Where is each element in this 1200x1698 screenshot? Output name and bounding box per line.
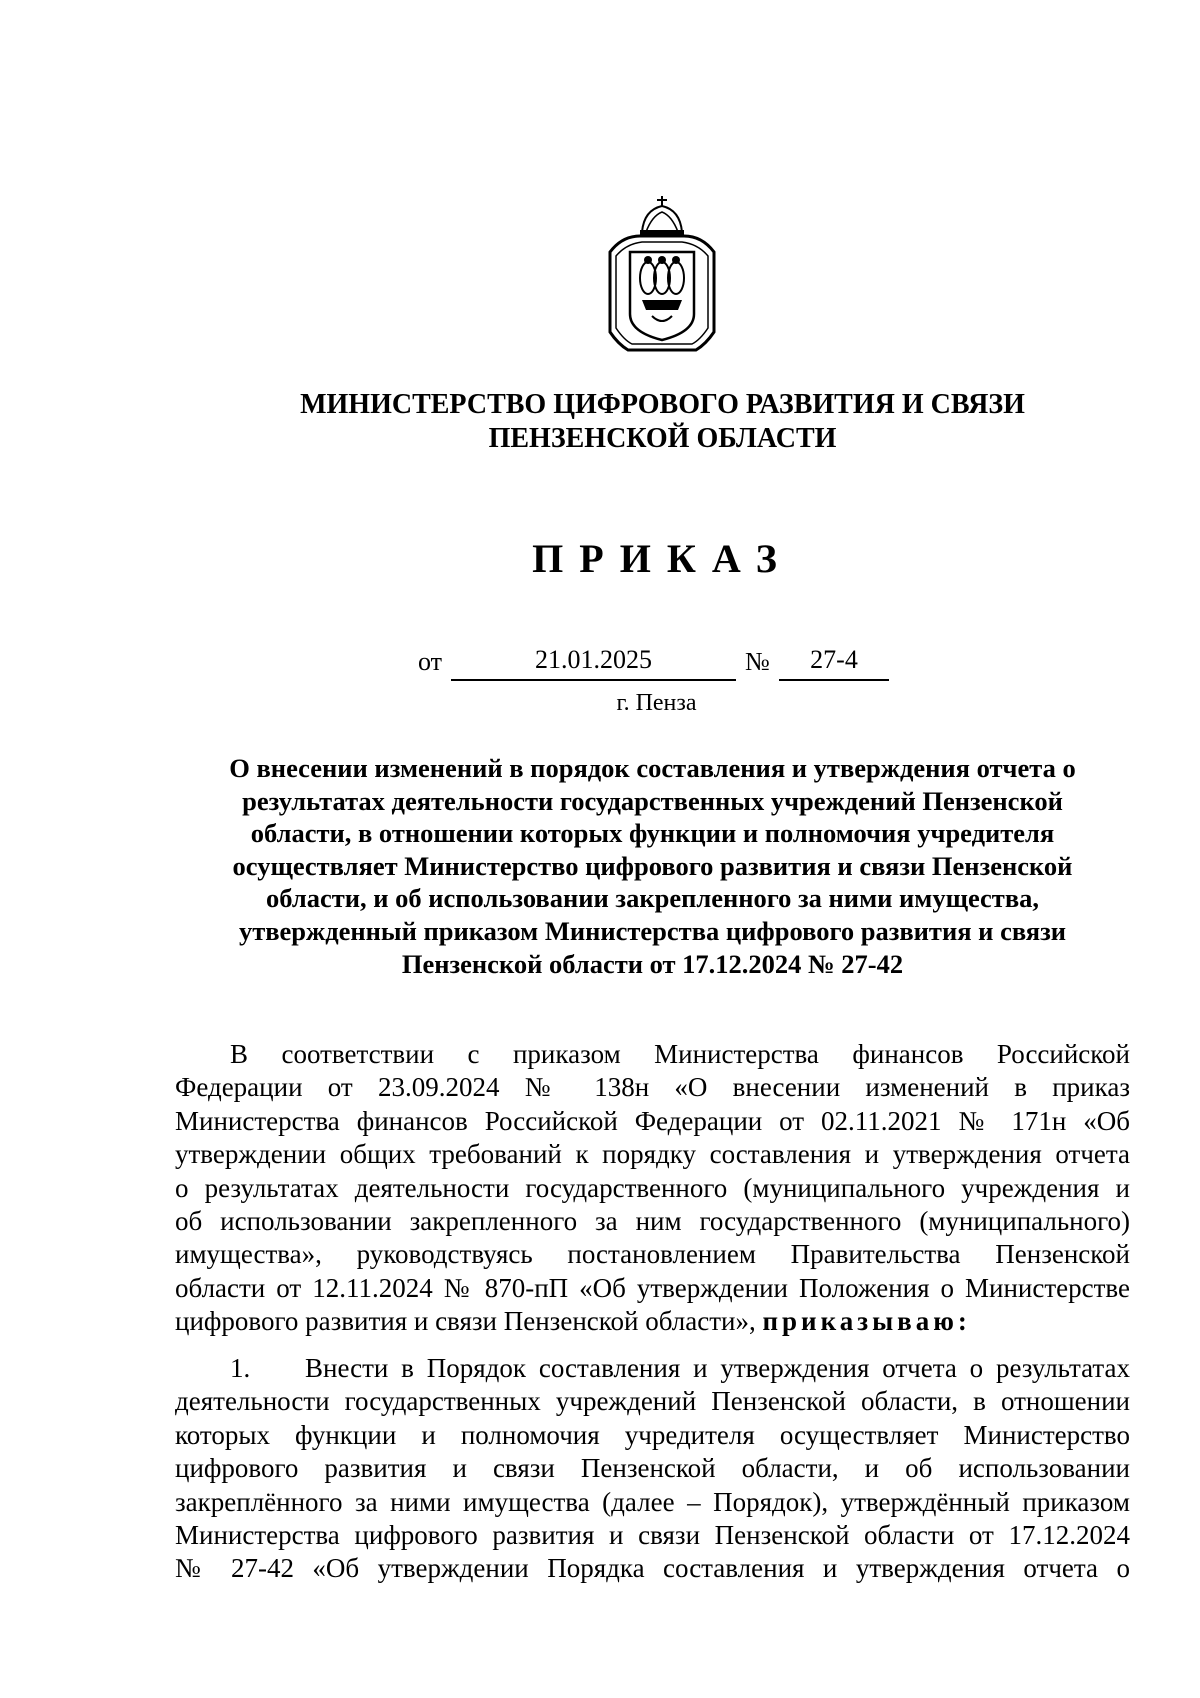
item-first-line: Внести в Порядок составления и утверждения отчета о результатах (305, 1353, 1130, 1383)
paragraph-line-text: цифрового развития и связи Пензенской области», (175, 1306, 756, 1337)
item-number: 1. (230, 1353, 251, 1383)
paragraph-line: о результатах деятельности государственного (муниципального учреждения и (175, 1172, 1130, 1203)
subject-line: области, и об использовании закрепленного за ними имущества, (265, 883, 1040, 914)
paragraph-line: цифрового развития и связи Пензенской области, и об использовании (175, 1453, 1130, 1484)
document-number: 27-4 (779, 645, 889, 681)
document-type-title: ПРИКАЗ (532, 536, 793, 581)
ministry-name (200, 388, 1125, 456)
date-label: от (418, 647, 443, 676)
document-date: 21.01.2025 (451, 645, 736, 681)
paragraph-line: которых функции и полномочия учредителя осуществляет Министерство (175, 1419, 1130, 1450)
paragraph-line: Министерства цифрового развития и связи Пензенской области от 17.12.2024 (175, 1520, 1130, 1551)
subject-line: утвержденный приказом Министерства цифрового развития и связи (238, 915, 1067, 946)
order-verb: приказываю: (762, 1306, 971, 1337)
paragraph-line: № 27-42 «Об утверждении Порядка составления и утверждения отчета о (175, 1553, 1130, 1584)
paragraph-line: деятельности государственных учреждений Пензенской области, в отношении (175, 1386, 1130, 1417)
paragraph-line: Министерства финансов Российской Федерации от 02.11.2021 № 171н «Об (175, 1105, 1130, 1136)
paragraph-line: области от 12.11.2024 № 870-пП «Об утверждении Положения о Министерстве (175, 1272, 1130, 1303)
document-city: г. Пенза (616, 690, 697, 716)
subject-line: осуществляет Министерство цифрового развития и связи Пензенской (232, 850, 1073, 881)
order-item-1 (175, 1352, 1130, 1586)
coat-of-arms-icon (602, 192, 722, 356)
subject-line: результатах деятельности государственных учреждений Пензенской (242, 785, 1063, 816)
paragraph-line (175, 1305, 1130, 1338)
subject-line: Пензенской области от 17.12.2024 № 27-42 (401, 948, 904, 979)
paragraph-line: утверждении общих требований к порядку составления и утверждения отчета (175, 1139, 1130, 1170)
paragraph-line: Федерации от 23.09.2024 № 138н «О внесении изменений в приказ (175, 1072, 1130, 1103)
document-date-number-row (0, 645, 1200, 681)
ministry-name-line-1: МИНИСТЕРСТВО ЦИФРОВОГО РАЗВИТИЯ И СВЯЗИ (300, 389, 1025, 420)
document-subject (175, 752, 1130, 980)
number-label: № (745, 647, 770, 676)
paragraph-line: об использовании закрепленного за ним государственного (муниципального) (175, 1206, 1130, 1237)
subject-line: О внесении изменений в порядок составления и утверждения отчета о (229, 753, 1076, 783)
preamble-paragraph (175, 1038, 1130, 1339)
paragraph-line (175, 1352, 1130, 1385)
paragraph-line: имущества», руководствуясь постановлением Правительства Пензенской (175, 1239, 1130, 1270)
ministry-name-line-2: ПЕНЗЕНСКОЙ ОБЛАСТИ (488, 423, 837, 454)
paragraph-line: В соответствии с приказом Министерства финансов Российской (230, 1039, 1130, 1069)
paragraph-line: закреплённого за ними имущества (далее – Порядок), утверждённый приказом (175, 1486, 1130, 1517)
subject-line: области, в отношении которых функции и полномочия учредителя (250, 818, 1055, 849)
